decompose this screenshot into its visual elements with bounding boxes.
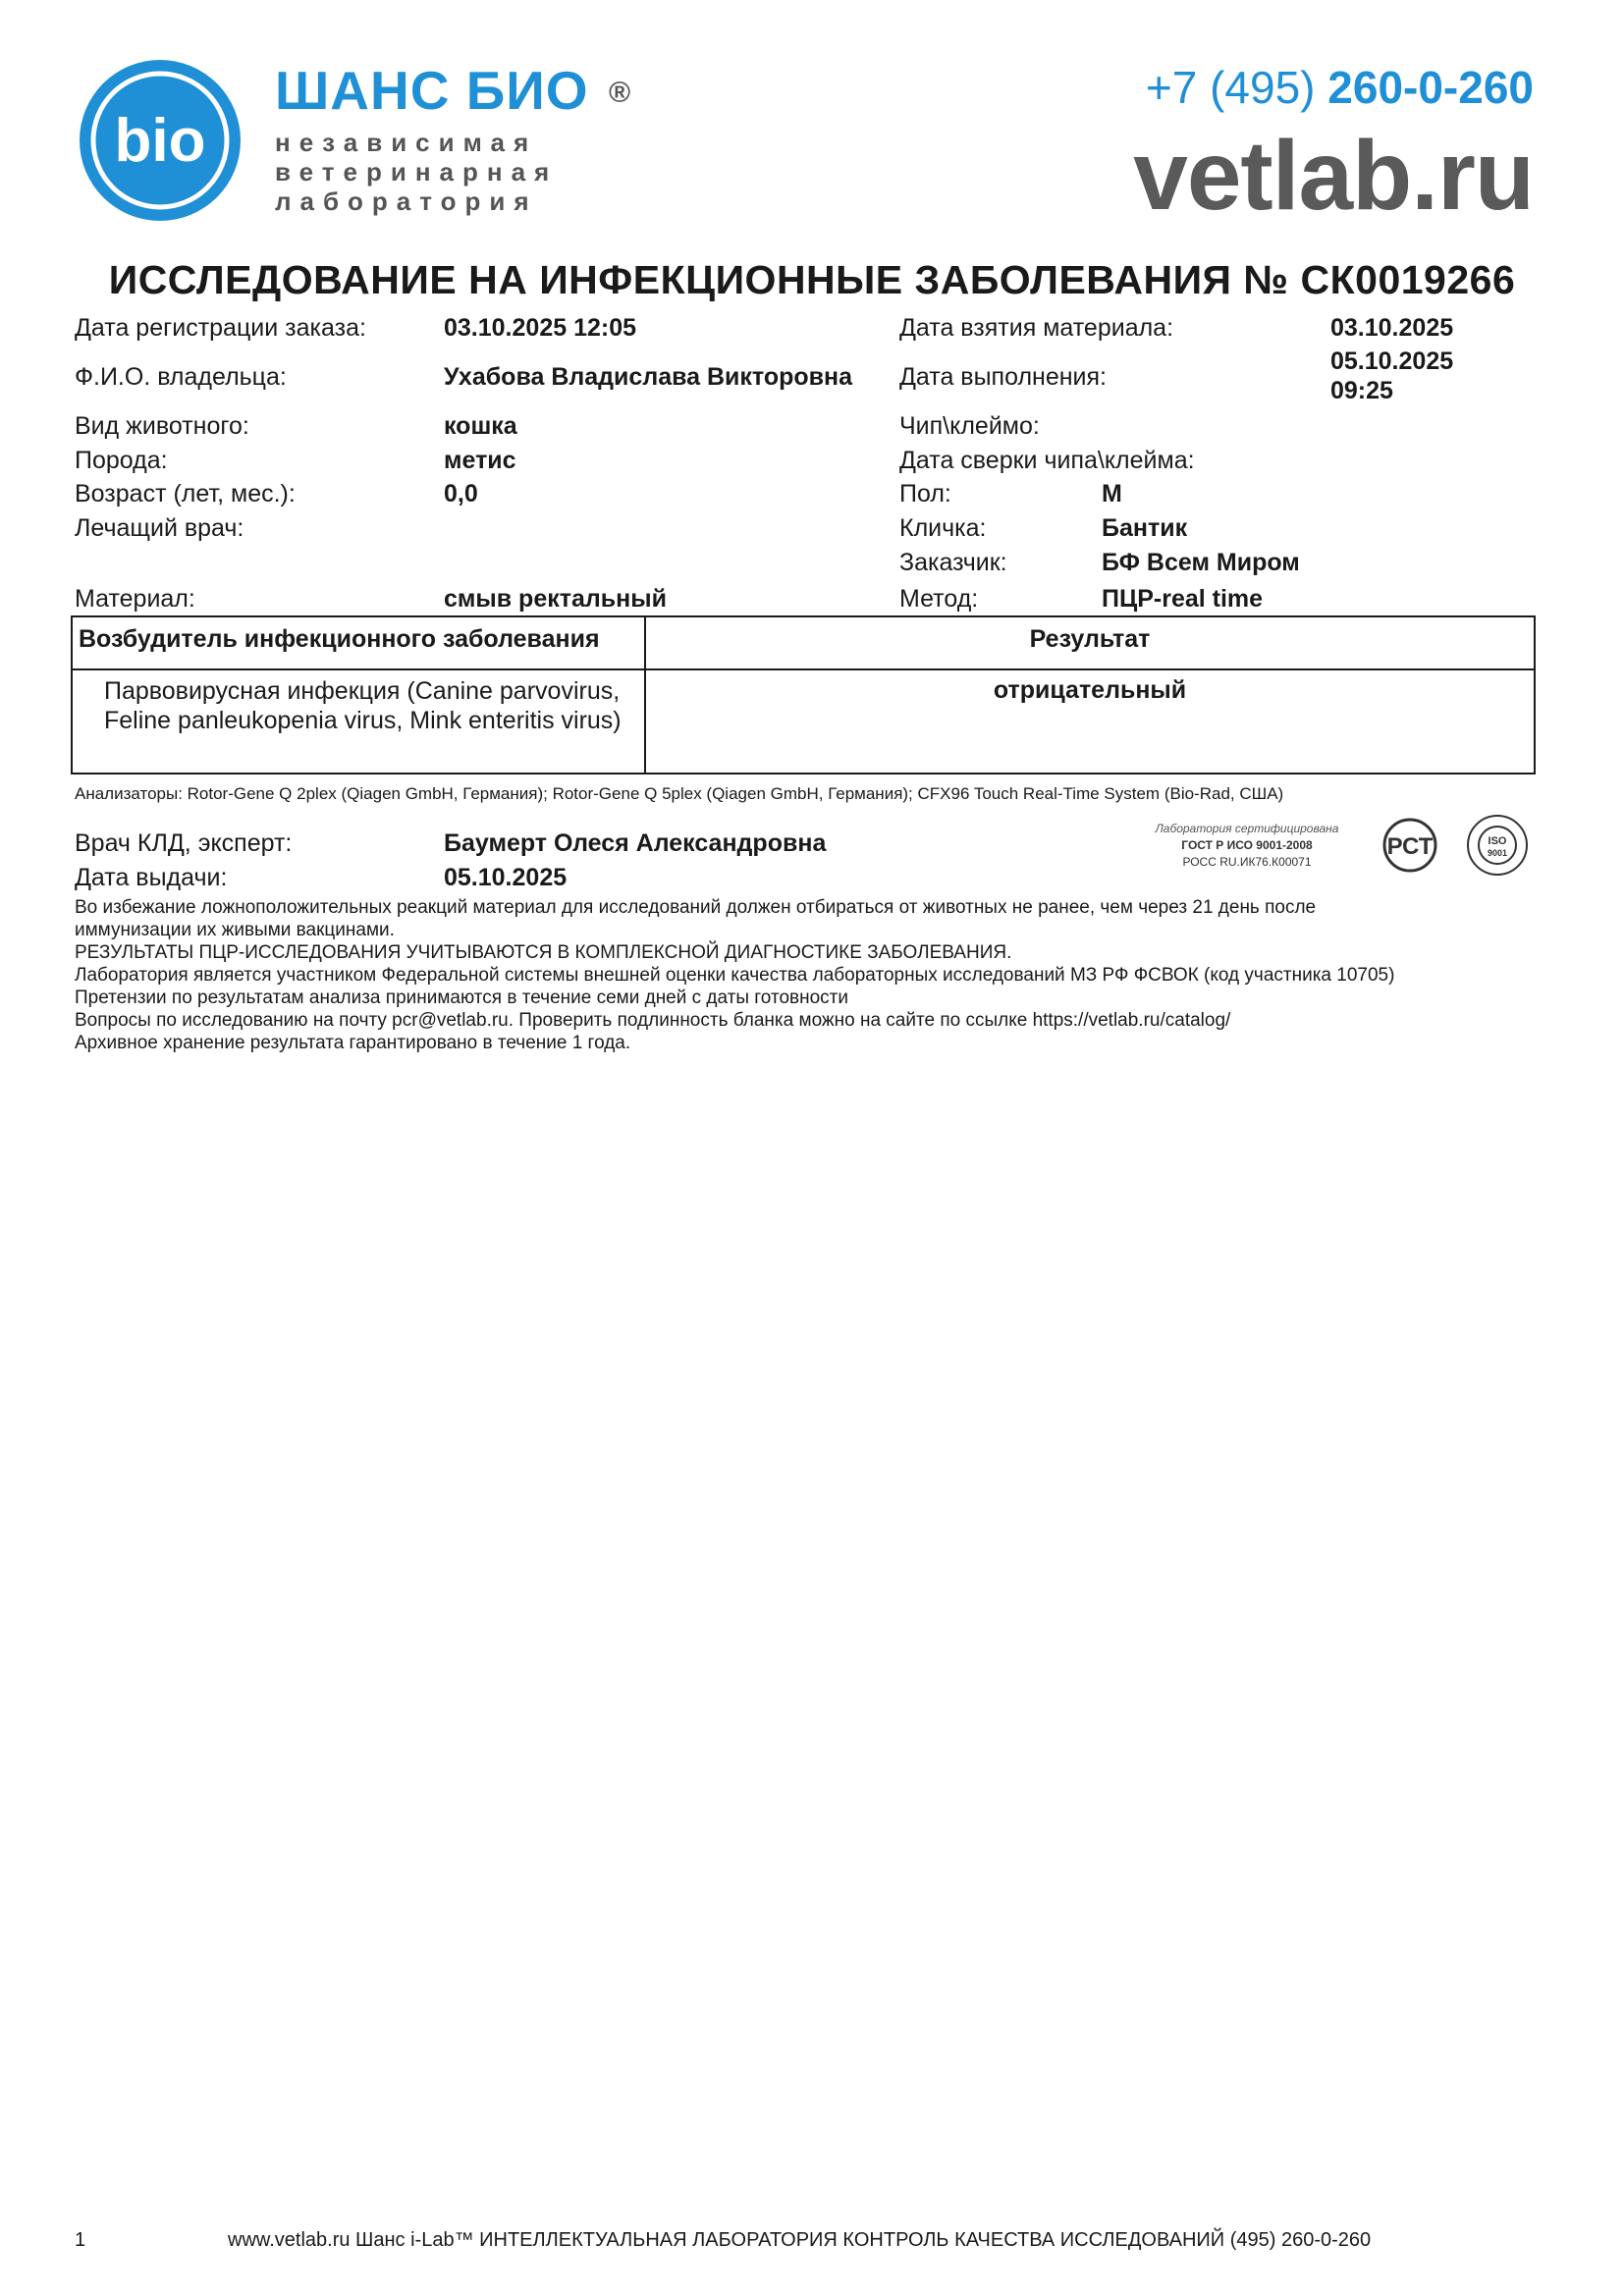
iso-certification-icon <box>1465 813 1530 878</box>
note-line-4: Лаборатория является участником Федеральной системы внешней оценки качества лабораторных исследований МЗ РФ ФСВОК (код участника 10705) <box>75 965 1395 986</box>
website-link[interactable]: vetlab.ru <box>1133 121 1534 231</box>
note-line-3: РЕЗУЛЬТАТЫ ПЦР-ИССЛЕДОВАНИЯ УЧИТЫВАЮТСЯ В КОМПЛЕКСНОЙ ДИАГНОСТИКЕ ЗАБОЛЕВАНИЯ. <box>75 942 1012 963</box>
brand-line-3: лаборатория <box>275 187 538 216</box>
footer-text: www.vetlab.ru Шанс i-Lab™ ИНТЕЛЛЕКТУАЛЬНАЯ ЛАБОРАТОРИЯ КОНТРОЛЬ КАЧЕСТВА ИССЛЕДОВАНИЙ (495) 260-0-260 <box>228 2229 1372 2251</box>
document-title: ИССЛЕДОВАНИЕ НА ИНФЕКЦИОННЫЕ ЗАБОЛЕВАНИЯ № СК0019266 <box>108 257 1516 302</box>
analyzers-note: Анализаторы: Rotor-Gene Q 2plex (Qiagen GmbH, Германия); Rotor-Gene Q 5plex (Qiagen GmbH, Германия); CFX96 Touch Real-Time System (Bio-Rad, США) <box>75 784 1284 803</box>
brand-line-1: независимая <box>275 128 538 157</box>
note-line-1: Во избежание ложноположительных реакций материал для исследований должен отбираться от животных не ранее, чем через 21 день после <box>75 897 1317 918</box>
phone-number: 260-0-260 <box>1327 62 1534 113</box>
chip-check-label: Дата сверки чипа\клейма: <box>899 447 1195 474</box>
age-label: Возраст (лет, мес.): <box>75 480 296 507</box>
done-date-label: Дата выполнения: <box>899 363 1107 391</box>
age-value: 0,0 <box>444 480 478 507</box>
registered-mark: ® <box>609 77 631 109</box>
sex-value: М <box>1102 480 1122 507</box>
nickname-label: Кличка: <box>899 514 987 542</box>
cert-reg: РОСС RU.ИК76.К00071 <box>1182 855 1312 869</box>
method-value: ПЦР-real time <box>1102 585 1264 613</box>
result-cell: отрицательный <box>645 669 1535 774</box>
cert-title: Лаборатория сертифицирована <box>1155 822 1339 835</box>
phone[interactable] <box>1146 61 1534 114</box>
note-line-2: иммунизации их живыми вакцинами. <box>75 920 395 940</box>
pct-mark-text: РСТ <box>1386 833 1434 860</box>
chip-label: Чип\клеймо: <box>899 412 1040 440</box>
done-date-value: 05.10.2025 <box>1330 347 1454 375</box>
species-value: кошка <box>444 412 517 440</box>
reg-date-value: 03.10.2025 12:05 <box>444 314 637 342</box>
note-line-5: Претензии по результатам анализа принимаются в течение семи дней с даты готовности <box>75 988 848 1008</box>
doctor-label: Лечащий врач: <box>75 514 244 542</box>
breed-value: метис <box>444 447 516 474</box>
pathogen-cell: Парвовирусная инфекция (Canine parvovirus, Feline panleukopenia virus, Mink enteritis virus) <box>72 669 645 774</box>
iso-number: 9001 <box>1487 848 1508 858</box>
expert-value: Баумерт Олеся Александровна <box>444 829 827 857</box>
certification-text <box>1129 821 1365 871</box>
owner-value: Ухабова Владислава Викторовна <box>444 363 853 391</box>
sex-label: Пол: <box>899 480 951 507</box>
customer-value: БФ Всем Миром <box>1102 549 1300 576</box>
header-pathogen: Возбудитель инфекционного заболевания <box>72 616 645 669</box>
bio-logo <box>77 57 244 224</box>
method-label: Метод: <box>899 585 979 613</box>
reg-date-label: Дата регистрации заказа: <box>75 314 366 342</box>
species-label: Вид животного: <box>75 412 249 440</box>
sample-date-value: 03.10.2025 <box>1330 314 1454 342</box>
page-number: 1 <box>75 2229 86 2251</box>
iso-text: ISO <box>1488 835 1507 847</box>
brand-name: ШАНС БИО <box>275 60 589 121</box>
material-value: смыв ректальный <box>444 585 667 613</box>
brand-line-2: ветеринарная <box>275 157 559 187</box>
note-line-6: Вопросы по исследованию на почту pcr@vetlab.ru. Проверить подлинность бланка можно на сайте по ссылке https://vetlab.ru/catalog/ <box>75 1010 1231 1031</box>
logo-text: bio <box>114 107 206 175</box>
owner-label: Ф.И.О. владельца: <box>75 363 287 391</box>
pct-certification-icon <box>1380 815 1458 876</box>
sample-date-label: Дата взятия материала: <box>899 314 1174 342</box>
material-label: Материал: <box>75 585 195 613</box>
table-header-row <box>72 616 1535 669</box>
results-table <box>71 615 1536 774</box>
cert-standard: ГОСТ Р ИСО 9001-2008 <box>1181 838 1313 852</box>
expert-label: Врач КЛД, эксперт: <box>75 829 293 857</box>
header-result: Результат <box>645 616 1535 669</box>
note-line-7: Архивное хранение результата гарантировано в течение 1 года. <box>75 1033 631 1053</box>
issue-date-value: 05.10.2025 <box>444 864 568 891</box>
breed-label: Порода: <box>75 447 168 474</box>
nickname-value: Бантик <box>1102 514 1188 542</box>
issue-date-label: Дата выдачи: <box>75 864 228 891</box>
phone-prefix: +7 (495) <box>1145 62 1316 113</box>
customer-label: Заказчик: <box>899 549 1007 576</box>
done-time-value: 09:25 <box>1330 377 1393 404</box>
table-row <box>72 669 1535 774</box>
